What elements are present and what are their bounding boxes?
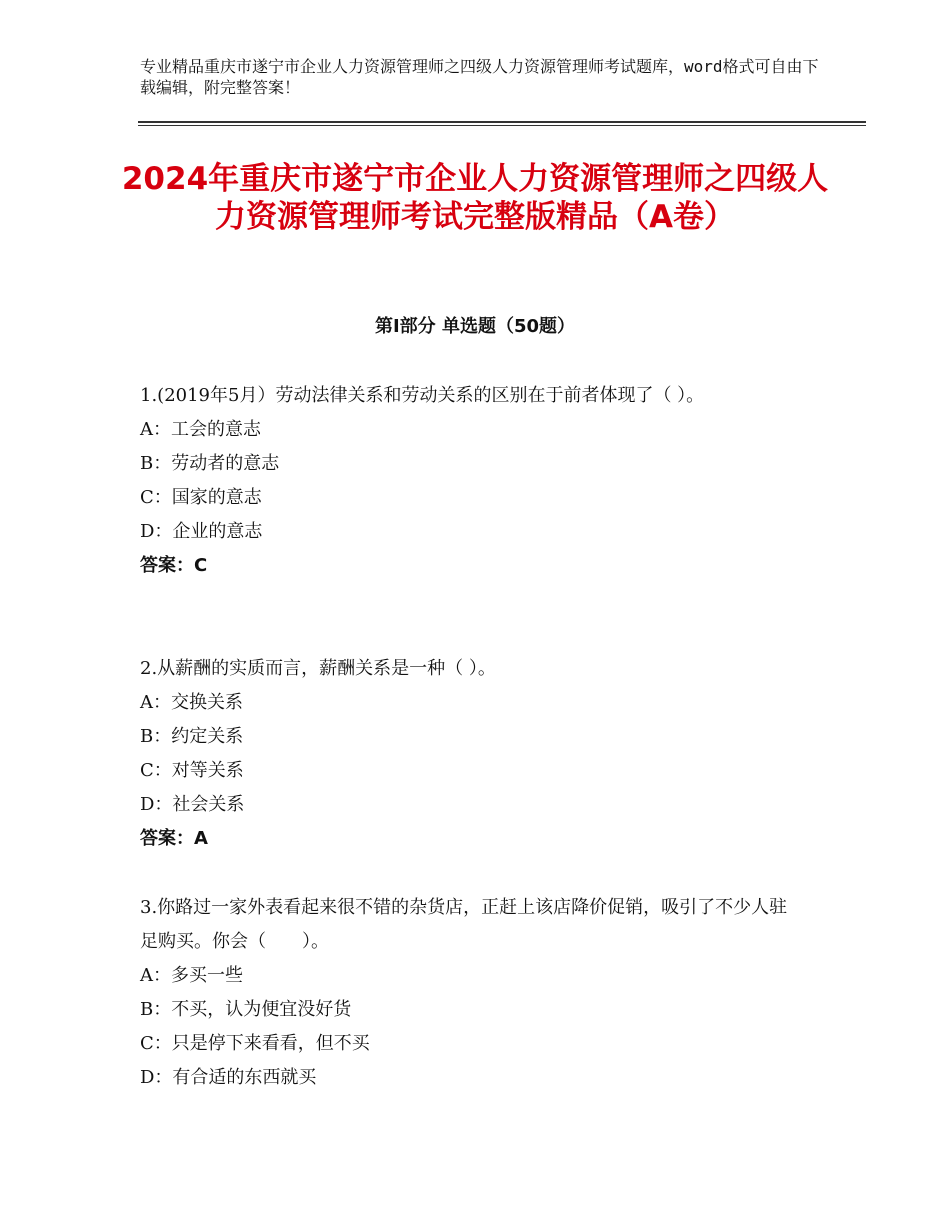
document-title: 2024年重庆市遂宁市企业人力资源管理师之四级人力资源管理师考试完整版精品（A卷） [121, 161, 829, 235]
option-c: C：只是停下来看看，但不买 [140, 1033, 370, 1054]
section-title: 第Ⅰ部分 单选题（50题） [374, 316, 575, 337]
answer: 答案：C [140, 555, 208, 576]
option-a: A：多买一些 [140, 965, 243, 986]
question-2 [140, 652, 800, 856]
question-stem: 2.从薪酬的实质而言，薪酬关系是一种（ ）。 [140, 658, 496, 679]
option-a: A：工会的意志 [140, 419, 261, 440]
option-b: B：劳动者的意志 [140, 453, 280, 474]
option-d: D：企业的意志 [140, 521, 263, 542]
question-3 [140, 891, 800, 1095]
option-b: B：不买，认为便宜没好货 [140, 999, 352, 1020]
header-divider-thin [138, 125, 866, 126]
option-c: C：国家的意志 [140, 487, 262, 508]
question-1 [140, 379, 800, 583]
answer: 答案：A [140, 828, 208, 849]
option-b: B：约定关系 [140, 726, 244, 747]
question-stem: 3.你路过一家外表看起来很不错的杂货店，正赶上该店降价促销，吸引了不少人驻足购买。你会（ ）。 [140, 897, 788, 952]
header-divider [138, 121, 866, 123]
header-note: 专业精品重庆市遂宁市企业人力资源管理师之四级人力资源管理师考试题库，word格式可自由下载编辑，附完整答案！ [140, 57, 819, 97]
option-d: D：社会关系 [140, 794, 245, 815]
option-a: A：交换关系 [140, 692, 243, 713]
option-c: C：对等关系 [140, 760, 244, 781]
option-d: D：有合适的东西就买 [140, 1067, 317, 1088]
question-stem: 1.(2019年5月）劳动法律关系和劳动关系的区别在于前者体现了（ ）。 [140, 385, 705, 406]
